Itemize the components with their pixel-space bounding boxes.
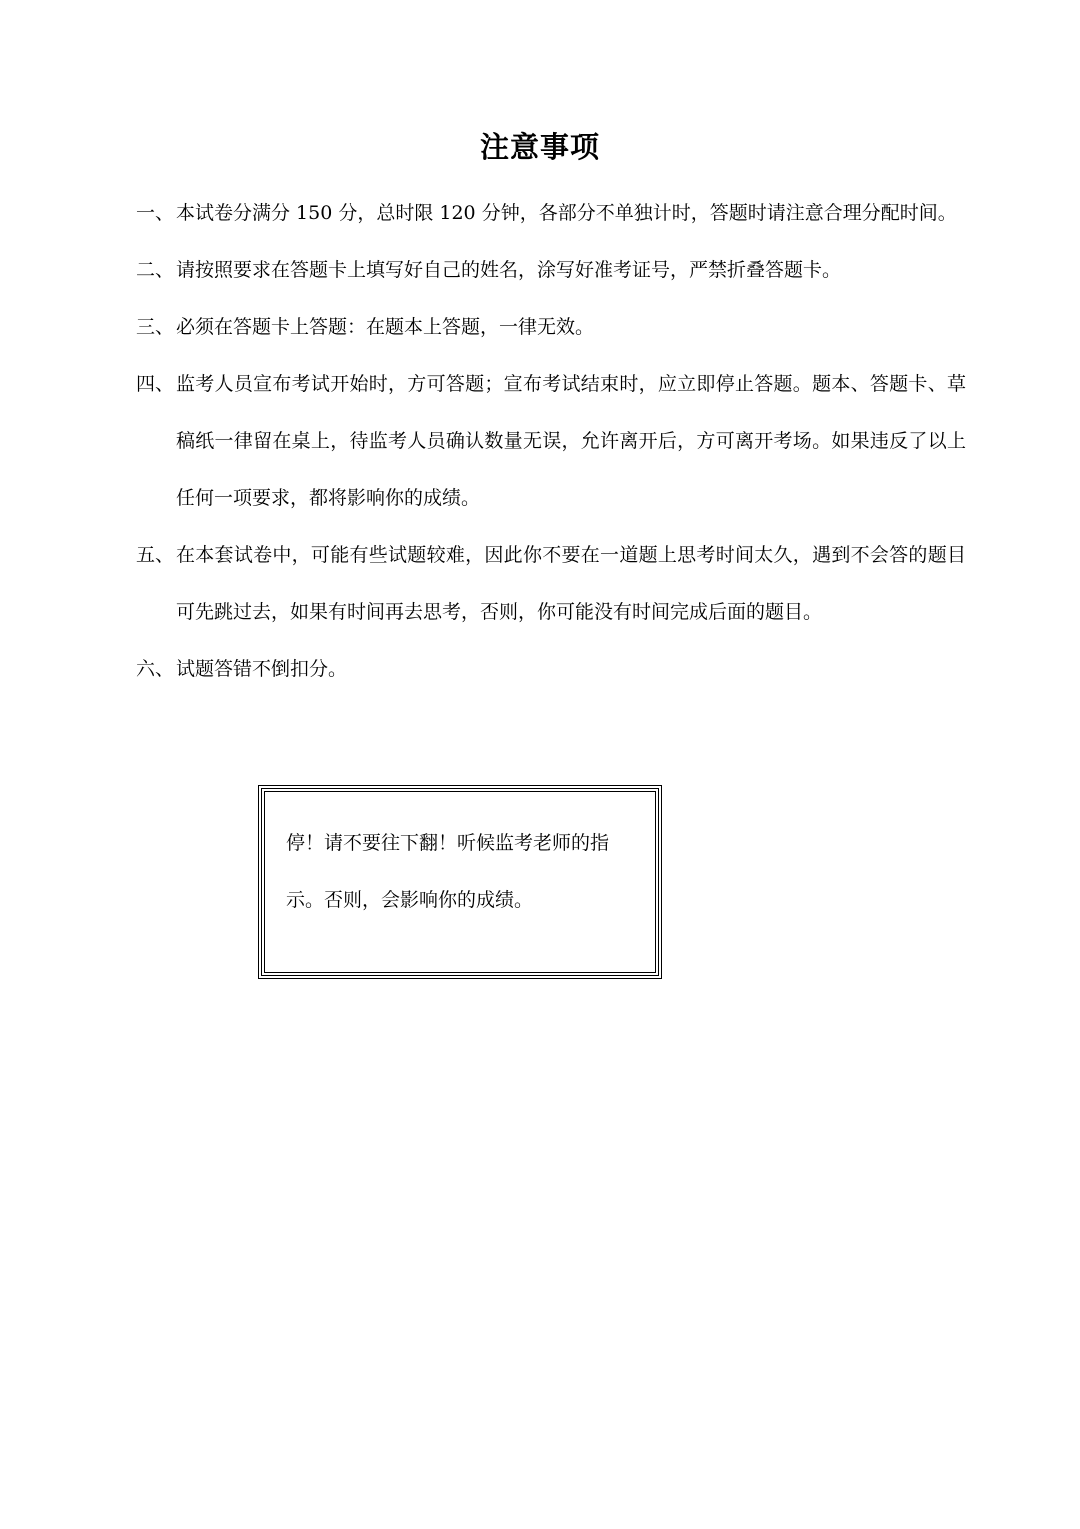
notice-text: 本试卷分满分 150 分，总时限 120 分钟，各部分不单独计时，答题时请注意合理分配时间。 [176,202,957,224]
notice-text: 监考人员宣布考试开始时，方可答题；宣布考试结束时，应立即停止答题。题本、答题卡、草稿纸一律留在桌上，待监考人员确认数量无误，允许离开后，方可离开考场。如果违反了以上任何一项要求，都将影响你的成绩。 [176,373,966,509]
notice-number: 五、 [136,544,175,566]
notice-number: 一、 [136,202,175,224]
notice-item-2 [136,242,966,299]
notice-item-1 [136,185,966,242]
notice-text: 在本套试卷中，可能有些试题较难，因此你不要在一道题上思考时间太久，遇到不会答的题目可先跳过去，如果有时间再去思考，否则，你可能没有时间完成后面的题目。 [176,544,966,623]
stop-notice-box [258,785,662,979]
notice-item-5 [136,527,966,641]
notice-text: 必须在答题卡上答题：在题本上答题，一律无效。 [176,316,595,338]
notice-text: 请按照要求在答题卡上填写好自己的姓名，涂写好准考证号，严禁折叠答题卡。 [176,259,842,281]
notice-number: 三、 [136,316,175,338]
stop-notice-text: 停！请不要往下翻！听候监考老师的指示。否则，会影响你的成绩。 [286,832,610,911]
notice-text: 试题答错不倒扣分。 [176,658,348,680]
notice-item-6 [136,641,966,698]
notice-list [136,185,966,698]
page-title: 注意事项 [479,130,600,164]
notice-number: 六、 [136,658,175,680]
notice-item-3 [136,299,966,356]
notice-number: 二、 [136,259,175,281]
notice-number: 四、 [136,373,175,395]
notice-item-4 [136,356,966,527]
